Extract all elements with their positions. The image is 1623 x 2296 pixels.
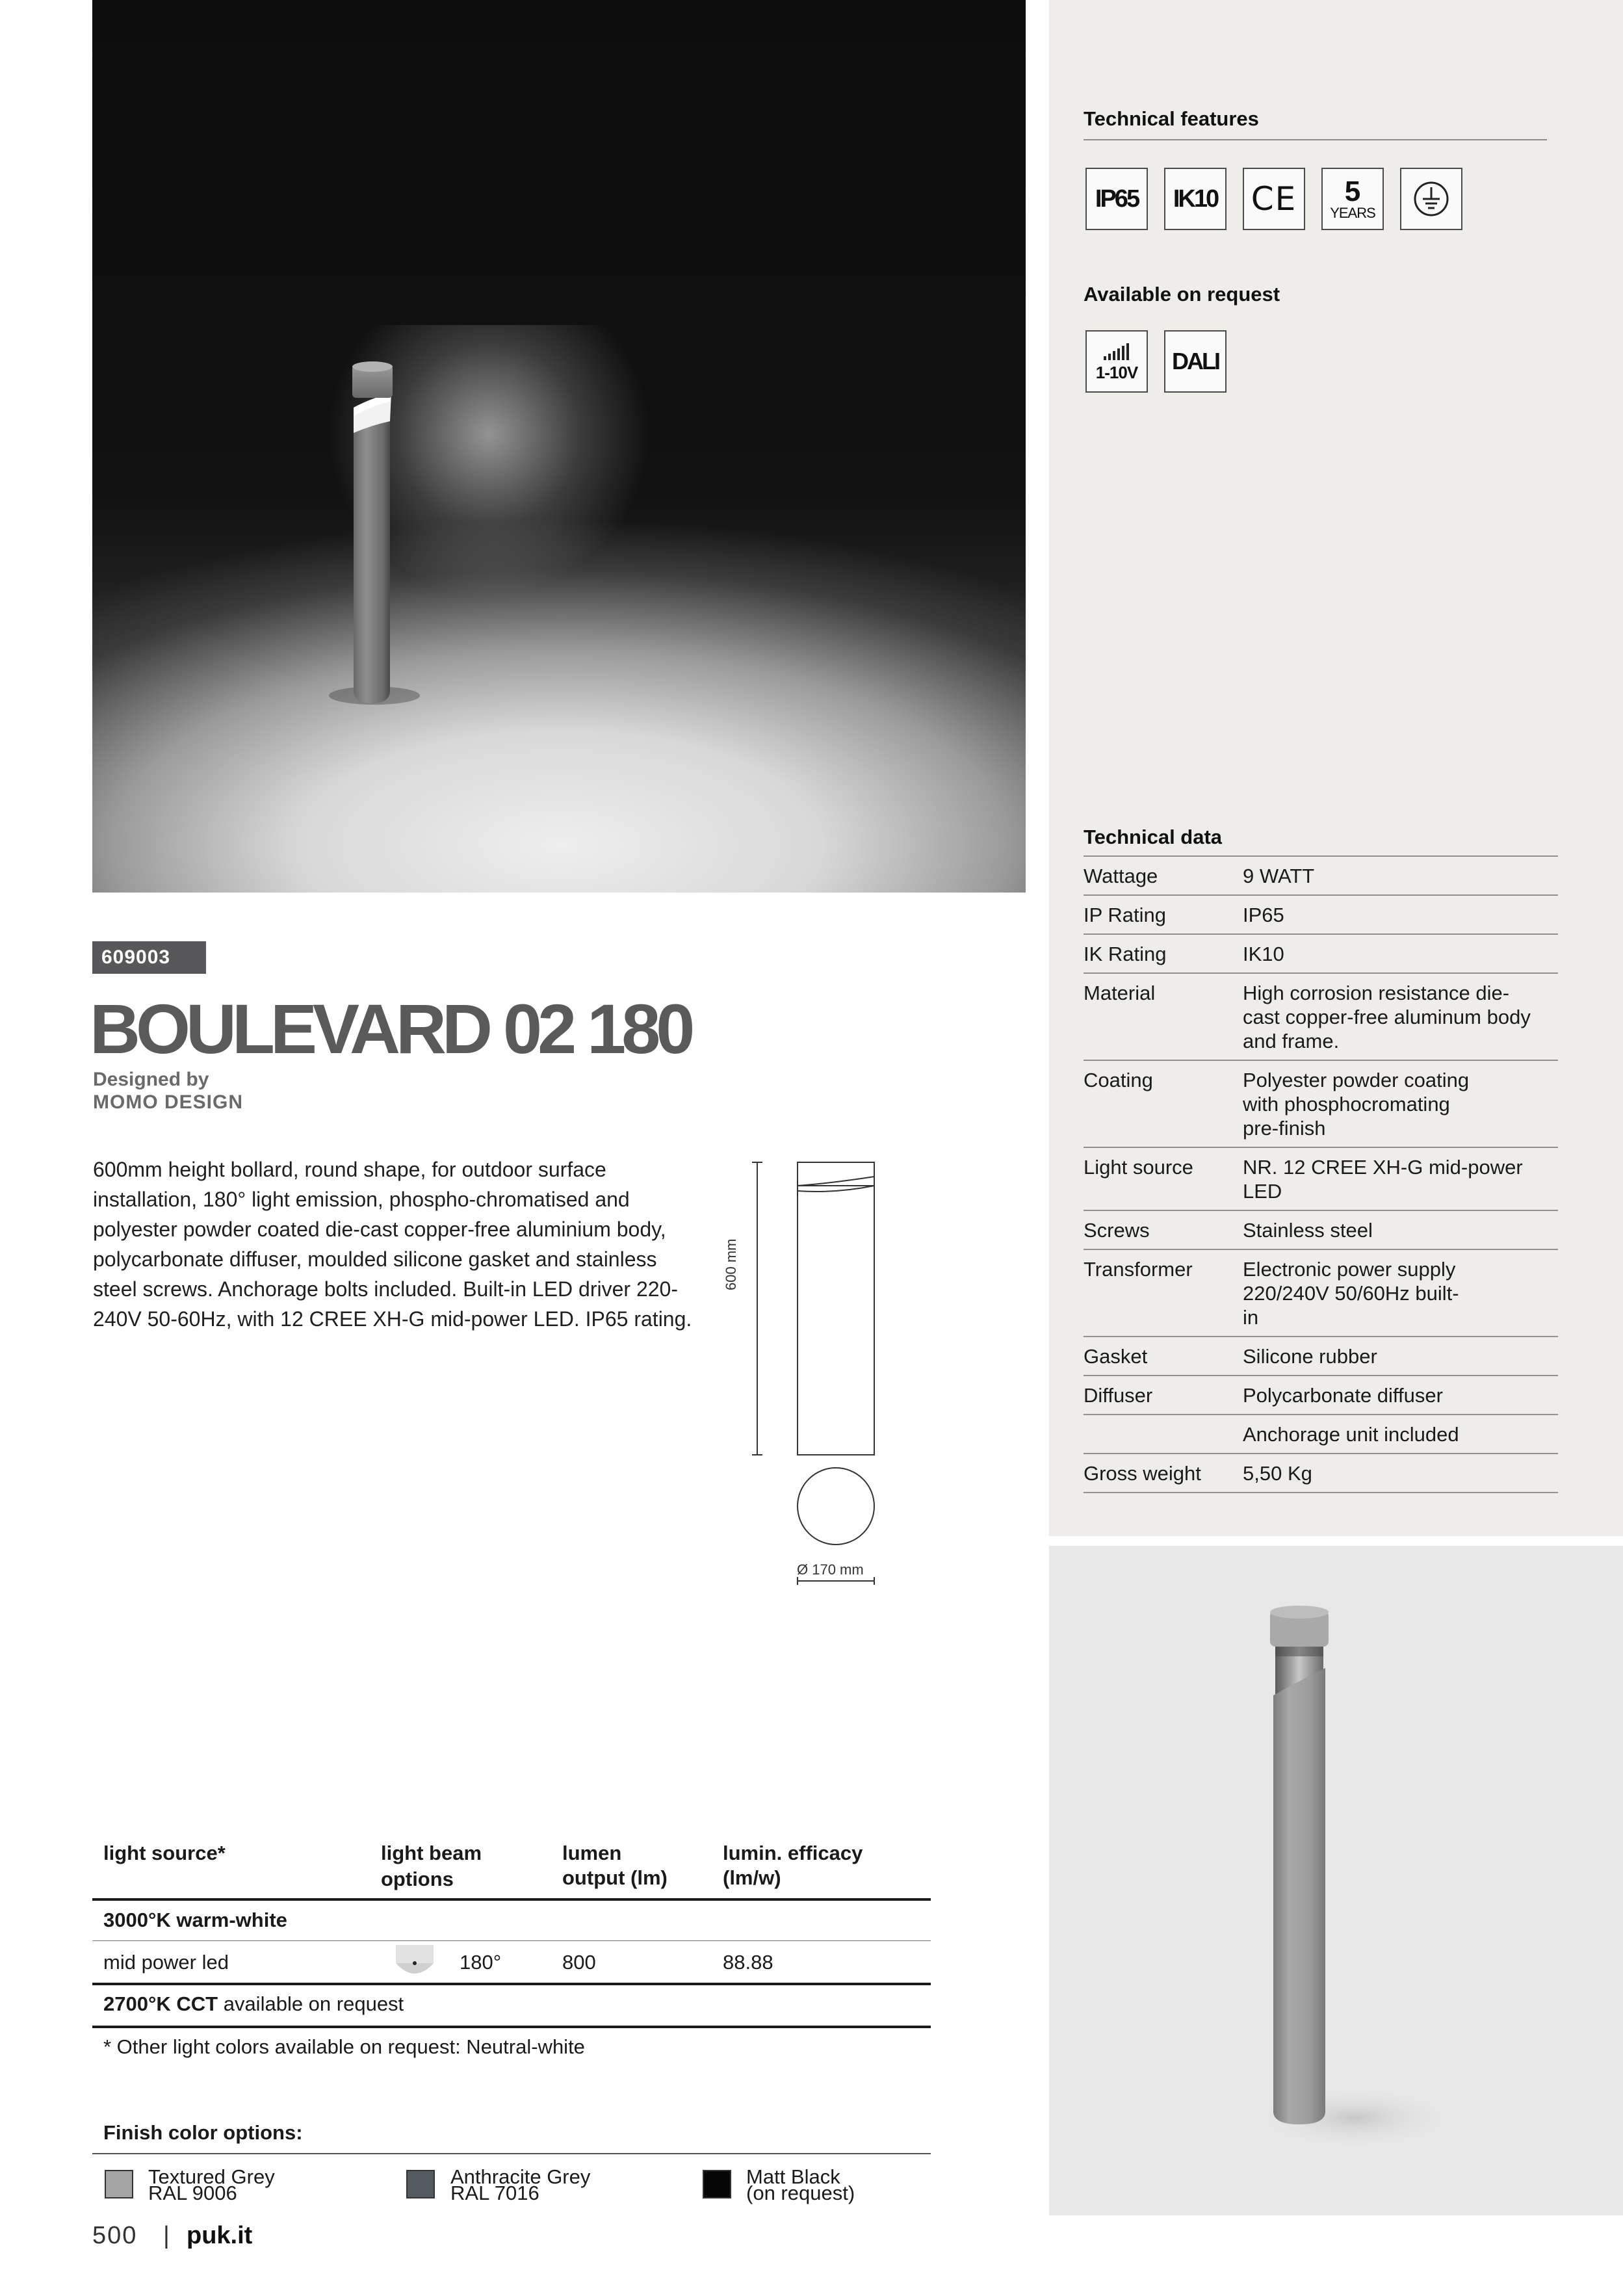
finish-label-anthracite-grey: Anthracite Grey RAL 7016	[450, 2165, 591, 2204]
table-rule	[92, 1940, 931, 1941]
table-rule	[92, 1898, 931, 1901]
swatch-matt-black	[703, 2170, 731, 2198]
col-header-lumen-line2: output (lm)	[562, 1866, 668, 1889]
tech-row-gasket: Gasket Silicone rubber	[1084, 1337, 1558, 1376]
tech-row-coating: Coating Polyester powder coating with phosphocromating pre-finish	[1084, 1061, 1558, 1148]
tech-row-transformer: Transformer Electronic power supply 220/240V 50/60Hz built-in	[1084, 1250, 1558, 1337]
col-header-efficacy-line2: (lm/w)	[723, 1866, 781, 1889]
finish-heading: Finish color options:	[103, 2121, 303, 2144]
product-description: 600mm height bollard, round shape, for outdoor surface installation, 180° light emission, phospho-chromatised and polyester powder coated die-cast copper-free aluminium body, polycarbonate diffuser, moulded silicone gasket and stainless steel screws. Anchorage bolts included. Built-in LED driver 220-240V 50-60Hz, with 12 CREE XH-G mid-power LED. IP65 rating.	[93, 1158, 692, 1331]
swatch-textured-grey	[105, 2170, 133, 2198]
footer-separator: |	[163, 2222, 170, 2249]
ip65-icon: IP65	[1085, 168, 1148, 230]
ik10-icon: IK10	[1164, 168, 1227, 230]
tech-row-ik-rating: IK Rating IK10	[1084, 935, 1558, 974]
col-header-light-source: light source*	[103, 1842, 226, 1864]
light-color-footnote: * Other light colors available on request: Neutral-white	[103, 2035, 585, 2058]
tech-row-gross-weight: Gross weight 5,50 Kg	[1084, 1454, 1558, 1493]
col-header-light-beam-line2: options	[381, 1868, 454, 1890]
product-render-panel	[1049, 1546, 1623, 2215]
tech-row-diffuser: Diffuser Polycarbonate diffuser	[1084, 1376, 1558, 1415]
table-rule	[92, 2026, 931, 2028]
site-link[interactable]: puk.it	[187, 2222, 253, 2249]
technical-features-heading: Technical features	[1084, 107, 1259, 130]
tech-row-anchorage: Anchorage unit included	[1084, 1415, 1558, 1454]
tech-row-ip-rating: IP Rating IP65	[1084, 896, 1558, 935]
tech-row-wattage: Wattage 9 WATT	[1084, 855, 1558, 896]
beam-180-icon	[396, 1945, 434, 1981]
row-beam-angle: 180°	[460, 1951, 502, 1974]
dali-icon: DALI	[1164, 330, 1227, 393]
tech-row-light-source: Light source NR. 12 CREE XH-G mid-power LED	[1084, 1148, 1558, 1211]
designer-name: MOMO DESIGN	[93, 1091, 244, 1113]
row-lumen-output: 800	[562, 1951, 596, 1974]
divider	[1084, 139, 1547, 140]
designed-by-label: Designed by	[93, 1069, 209, 1090]
height-dimension-label: 600 mm	[723, 1238, 739, 1290]
col-header-lumen-line1: lumen	[562, 1842, 622, 1864]
tech-row-screws: Screws Stainless steel	[1084, 1211, 1558, 1250]
technical-drawing	[721, 1151, 890, 1593]
product-code-badge: 609003	[92, 941, 206, 974]
cct-note: 2700°K CCT available on request	[103, 1992, 404, 2015]
group-label-3000k: 3000°K warm-white	[103, 1909, 287, 1931]
diameter-dimension-label: Ø 170 mm	[797, 1561, 864, 1578]
warranty-5-years-icon: 5 YEARS	[1321, 168, 1384, 230]
finish-label-textured-grey: Textured Grey RAL 9006	[148, 2165, 275, 2204]
row-light-source: mid power led	[103, 1951, 229, 1974]
available-on-request-heading: Available on request	[1084, 283, 1280, 306]
ce-mark-icon: CE	[1243, 168, 1305, 230]
row-efficacy: 88.88	[723, 1951, 773, 1974]
tech-row-material: Material High corrosion resistance die-cast copper-free aluminum body and frame.	[1084, 974, 1558, 1061]
col-header-light-beam-line1: light beam	[381, 1842, 482, 1864]
swatch-anthracite-grey	[406, 2170, 435, 2198]
technical-data-heading: Technical data	[1084, 826, 1223, 848]
earth-ground-icon	[1400, 168, 1462, 230]
bollard-render	[1049, 1546, 1623, 2215]
col-header-efficacy-line1: lumin. efficacy	[723, 1842, 863, 1864]
technical-data-table	[1084, 855, 1558, 1493]
product-title: BOULEVARD 02 180	[90, 989, 691, 1068]
page-number: 500	[92, 2222, 138, 2249]
bollard-photo	[92, 0, 1026, 893]
hero-photo	[92, 0, 1026, 893]
finish-label-matt-black: Matt Black (on request)	[746, 2165, 855, 2204]
table-rule	[92, 1983, 931, 1985]
finish-divider	[92, 2153, 931, 2154]
dimming-1-10v-icon: 1-10V	[1085, 330, 1148, 393]
